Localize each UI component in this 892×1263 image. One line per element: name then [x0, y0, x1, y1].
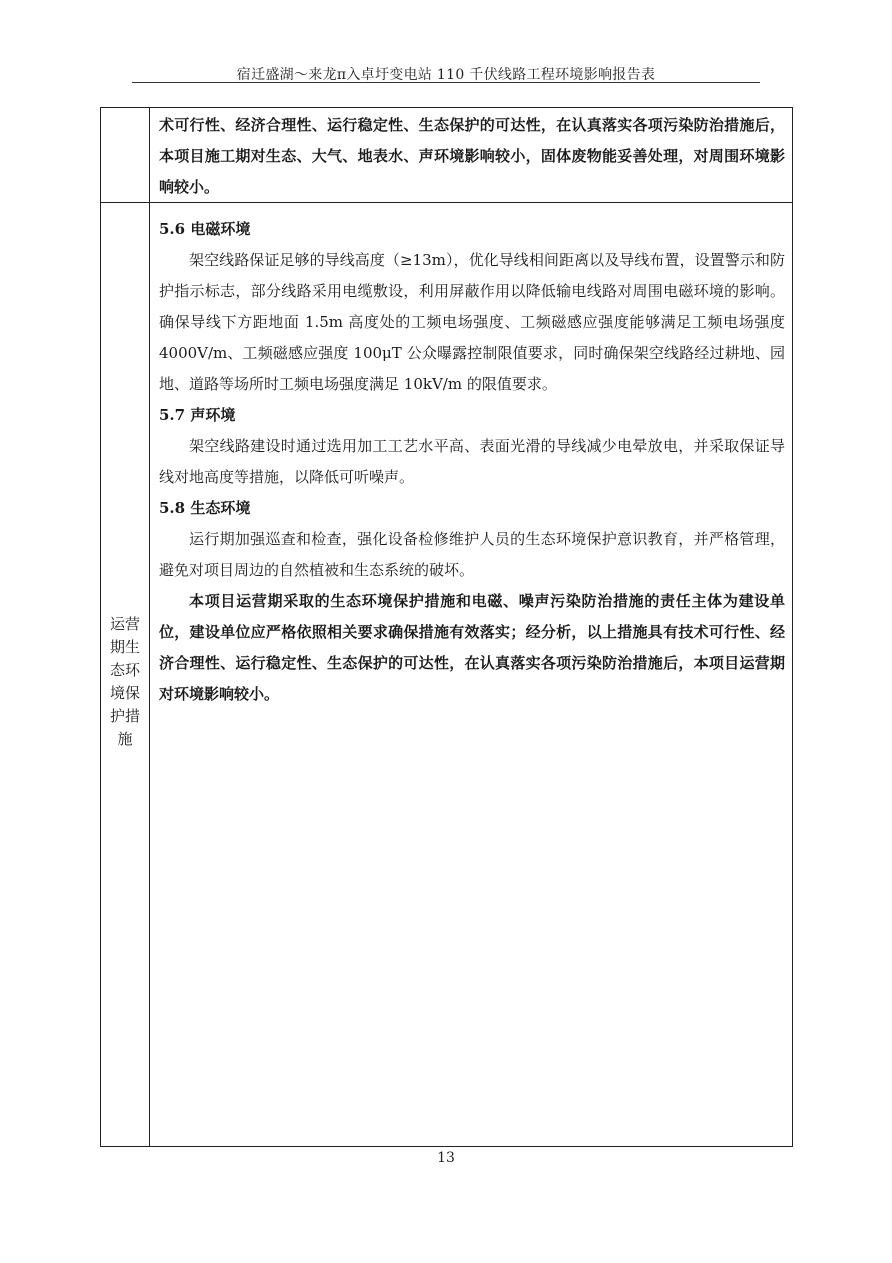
operation-measures-content — [159, 214, 785, 710]
column-divider — [149, 108, 150, 1146]
section-heading-ecological: 5.8 生态环境 — [159, 499, 251, 517]
page-number: 13 — [437, 1150, 455, 1166]
label-line: 态环 — [109, 661, 140, 679]
label-line: 期生 — [109, 638, 140, 656]
label-line: 护措 — [109, 707, 140, 725]
paragraph-electromagnetic: 架空线路保证足够的导线高度（≥13m），优化导线相间距离以及导线布置，设置警示和防护指示标志，部分线路采用电缆敷设，利用屏蔽作用以降低输电线路对周围电磁环境的影响。确保导线下方距地面 1.5m 高度处的工频电场强度、工频磁感应强度能够满足工频电场强度 4000V/m、工频磁感应强度 100μT 公众曝露控制限值要求，同时确保架空线路经过耕地、园地、道路等场所时工频电场强度满足 10kV/m 的限值要求。 — [159, 251, 785, 393]
operation-period-label — [101, 613, 149, 751]
document-header: 宿迁盛湖～来龙π入卓圩变电站 110 千伏线路工程环境影响报告表 — [236, 67, 656, 83]
section-heading-electromagnetic: 5.6 电磁环境 — [159, 220, 251, 238]
operation-conclusion-text: 本项目运营期采取的生态环境保护措施和电磁、噪声污染防治措施的责任主体为建设单位，建设单位应严格依照相关要求确保措施有效落实；经分析，以上措施具有技术可行性、经济合理性、运行稳定性、生态保护的可达性，在认真落实各项污染防治措施后，本项目运营期对环境影响较小。 — [159, 592, 785, 703]
measures-table — [100, 107, 793, 1147]
header-rule — [132, 82, 760, 83]
label-line: 境保 — [109, 684, 140, 702]
label-line: 运营 — [109, 615, 140, 633]
construction-conclusion-text: 术可行性、经济合理性、运行稳定性、生态保护的可达性，在认真落实各项污染防治措施后，本项目施工期对生态、大气、地表水、声环境影响较小，固体废物能妥善处理，对周围环境影响较小。 — [159, 116, 785, 196]
paragraph-acoustic: 架空线路建设时通过选用加工工艺水平高、表面光滑的导线减少电晕放电，并采取保证导线对地高度等措施，以降低可听噪声。 — [159, 437, 785, 486]
label-line: 施 — [117, 730, 133, 748]
paragraph-ecological: 运行期加强巡查和检查，强化设备检修维护人员的生态环境保护意识教育，并严格管理，避免对项目周边的自然植被和生态系统的破坏。 — [159, 530, 785, 579]
section-heading-acoustic: 5.7 声环境 — [159, 406, 236, 424]
